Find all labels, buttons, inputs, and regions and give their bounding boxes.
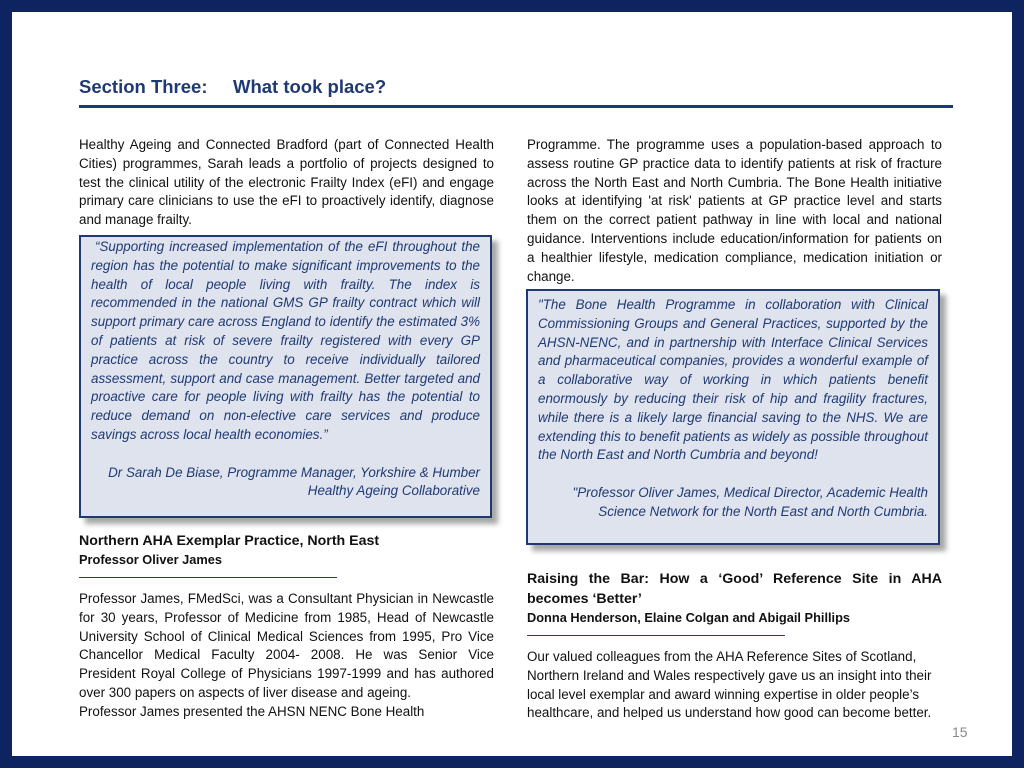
right-intro-paragraph: Programme. The programme uses a population-based approach to assess routine GP practice data to identify patients at risk of fracture across the North East and North Cumbria. The Bone Health initiative looks at identifying 'at risk' patients at GP practice level and starts them on the correct patient pathway in line with local and national guidance. Interventions include education/information for patients on a healthier lifestyle, medication compliance, medication initiation or change. [527, 137, 942, 284]
section-label: Section Three: [79, 76, 208, 97]
right-section-divider [527, 635, 785, 636]
left-body-last-line: Professor James presented the AHSN NENC Bone Health [79, 703, 425, 719]
left-quote-box [79, 235, 492, 518]
left-quote-text: “Supporting increased implementation of the eFI throughout the region has the potential to make significant improvements to the health of local people living with frailty. The index is recommended in the national GMS GP frailty contract which will support primary care across England to identify the estimated 3% of patients at risk of severe frailty registered with every GP practice across the country to receive individually tailored assessment, support and case management. Better targeted and proactive care for people living with frailty has the potential to reduce demand on non-elective care services and produce savings across local health economies.” [91, 239, 480, 442]
left-section [79, 531, 494, 722]
right-quote-attribution: "Professor Oliver James, Medical Director, Academic Health Science Network for the North East and North Cumbria. [572, 484, 928, 519]
left-quote-attribution: Dr Sarah De Biase, Programme Manager, Yorkshire & Humber Healthy Ageing Collaborative [108, 464, 480, 499]
right-section-author: Donna Henderson, Elaine Colgan and Abigail Phillips [527, 610, 851, 625]
right-section [527, 569, 942, 723]
section-title: What took place? [233, 76, 387, 97]
left-column [79, 136, 494, 230]
right-section-title: Raising the Bar: How a ‘Good’ Reference Site in AHA becomes ‘Better’ [527, 571, 942, 607]
left-intro-paragraph: Healthy Ageing and Connected Bradford (part of Connected Health Cities) programmes, Sarah leads a portfolio of projects designed to test the clinical utility of the electronic Frailty Index (eFI) and engage primary care clinicians to use the eFI to proactively identify, diagnose and manage frailty. [79, 137, 494, 228]
left-body-paragraph: Professor James, FMedSci, was a Consultant Physician in Newcastle for 30 years, Professor of Medicine from 1985, Head of Newcastle University School of Clinical Medical Sciences from 1995, Pro Vice Chancellor Medical Faculty 2004- 2008. He was Senior Vice President Royal College of Physicians 1997-1999 and has authored over 300 papers on aspects of liver disease and ageing. [79, 591, 494, 700]
right-body-paragraph: Our valued colleagues from the AHA Reference Sites of Scotland, Northern Ireland and Wales respectively gave us an insight into their local level exemplar and award winning expertise in older people’s healthcare, and helped us understand how good can become better. [527, 649, 932, 721]
right-column [527, 136, 942, 286]
page-number: 15 [952, 724, 968, 740]
header-divider [79, 105, 953, 108]
left-section-divider [79, 577, 337, 578]
left-section-title: Northern AHA Exemplar Practice, North East [79, 533, 380, 549]
right-quote-text: "The Bone Health Programme in collaboration with Clinical Commissioning Groups and General Practices, supported by the AHSN-NENC, and in partnership with Interface Clinical Services and pharmaceutical companies, provides a wonderful example of a collaborative way of working in which patients benefit enormously by reducing their risk of hip and fragility fractures, while there is a likely large financial saving to the NHS. We are extending this to benefit patients as widely as possible throughout the North East and North Cumbria and beyond! [538, 297, 928, 463]
document-page [12, 12, 1012, 756]
right-quote-box [526, 289, 940, 545]
page-title [79, 76, 952, 98]
left-section-author: Professor Oliver James [79, 552, 222, 567]
